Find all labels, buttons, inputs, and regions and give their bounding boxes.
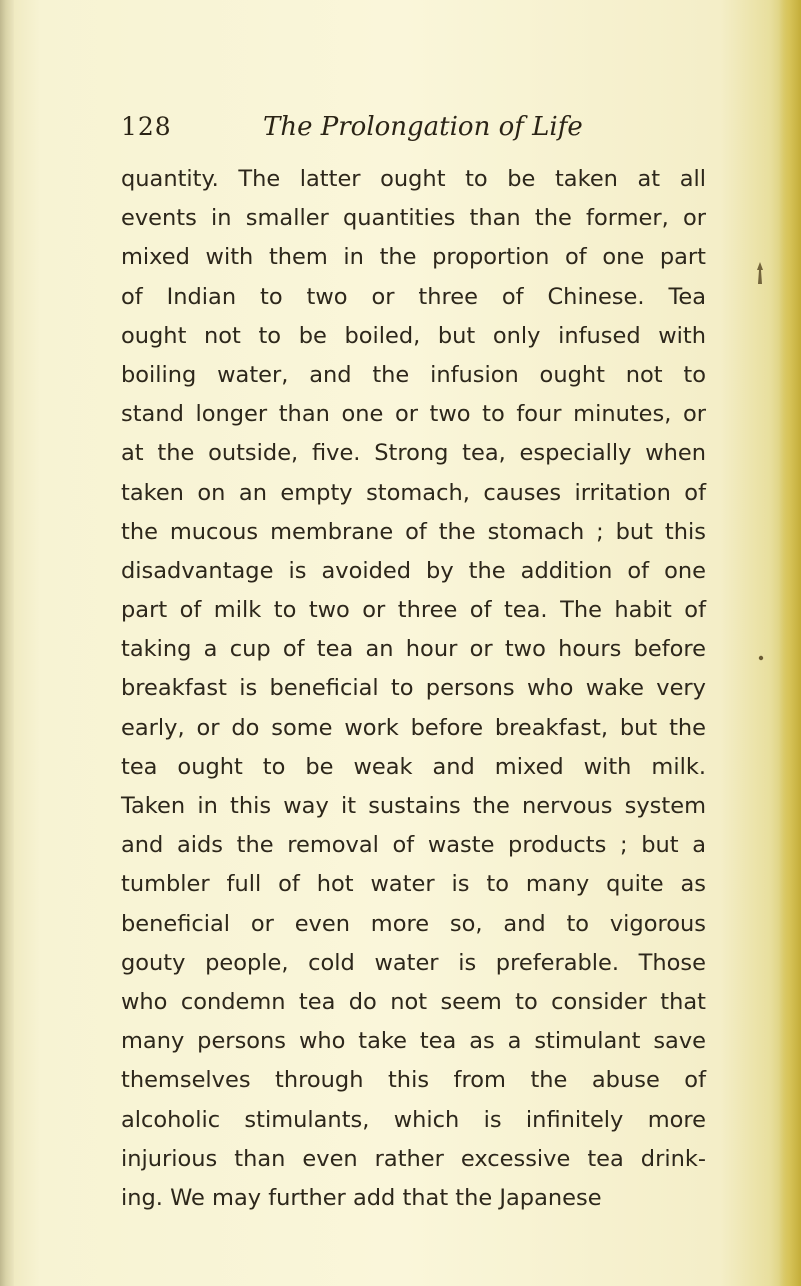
text-line: tea ought to be weak and mixed with milk. — [121, 753, 706, 780]
page-gutter-shadow — [0, 0, 14, 1286]
body-text — [121, 160, 706, 1218]
running-head — [121, 112, 681, 152]
print-speck-dot — [758, 655, 764, 661]
text-line: boiling water, and the infusion ought not to — [121, 361, 706, 388]
text-line: the mucous membrane of the stomach ; but this — [121, 518, 706, 545]
text-line: gouty people, cold water is preferable. Those — [121, 949, 706, 976]
text-line: breakfast is beneficial to persons who wake very — [121, 675, 706, 702]
text-line: alcoholic stimulants, which is infinitely more — [121, 1106, 706, 1133]
text-line: taking a cup of tea an hour or two hours before — [121, 636, 706, 663]
text-line: many persons who take tea as a stimulant save — [121, 1028, 706, 1055]
text-line: of Indian to two or three of Chinese. Tea — [121, 283, 706, 310]
text-line: quantity. The latter ought to be taken at all — [121, 166, 706, 192]
text-line: beneficial or even more so, and to vigorous — [121, 910, 706, 937]
text-line: who condemn tea do not seem to consider that — [121, 988, 706, 1015]
text-line: mixed with them in the proportion of one part — [121, 244, 706, 271]
text-line: early, or do some work before breakfast, but the — [121, 714, 706, 741]
page-number: 128 — [121, 112, 172, 141]
text-line: part of milk to two or three of tea. The habit of — [121, 597, 706, 624]
text-line: themselves through this from the abuse of — [121, 1067, 706, 1094]
text-line: tumbler full of hot water is to many quite as — [121, 871, 706, 898]
print-speck-mark — [755, 262, 765, 284]
text-line: taken on an empty stomach, causes irritation of — [121, 479, 706, 506]
text-line: disadvantage is avoided by the addition of one — [121, 557, 706, 584]
running-title: The Prolongation of Life — [263, 112, 583, 142]
text-line: ought not to be boiled, but only infused with — [121, 322, 706, 349]
text-line: at the outside, five. Strong tea, especially when — [121, 440, 706, 467]
text-line: Taken in this way it sustains the nervous system — [121, 793, 706, 819]
page-edge-discoloration — [779, 0, 801, 1286]
text-line: events in smaller quantities than the former, or — [121, 205, 706, 232]
text-line: and aids the removal of waste products ; but a — [121, 832, 706, 859]
text-line: ing. We may further add that the Japanese — [121, 1184, 602, 1211]
text-line: injurious than even rather excessive tea drink- — [121, 1145, 706, 1172]
text-line: stand longer than one or two to four minutes, or — [121, 401, 706, 428]
